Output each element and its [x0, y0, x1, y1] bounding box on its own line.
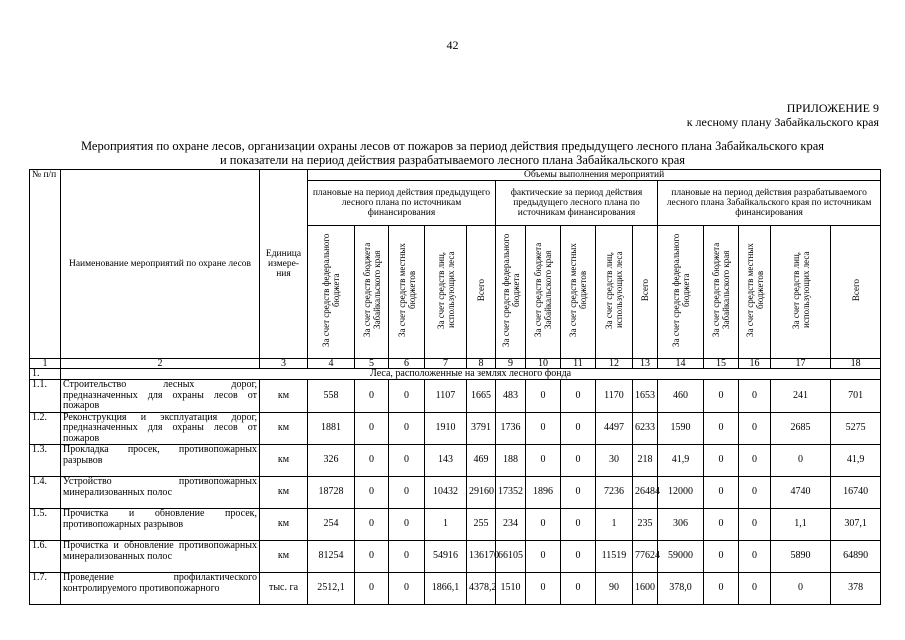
column-number: 4 [308, 358, 355, 368]
row-value: 5890 [771, 541, 831, 573]
row-value: 235 [633, 509, 658, 541]
header-sub-14 [658, 226, 704, 359]
header-sub-label: За счет средств местных бюджетов [744, 243, 765, 337]
column-number: 7 [425, 358, 467, 368]
header-sub-13 [633, 226, 658, 359]
row-value: 4497 [596, 412, 633, 445]
row-value: 1653 [633, 380, 658, 413]
row-number: 1.2. [30, 412, 61, 445]
row-value: 1881 [308, 412, 355, 445]
column-number: 17 [771, 358, 831, 368]
header-sub-label: За счет средств федерального бюджета [670, 233, 691, 347]
row-value: 41,9 [831, 445, 881, 477]
row-value: 0 [739, 445, 771, 477]
column-number: 8 [467, 358, 496, 368]
row-value: 483 [496, 380, 526, 413]
header-sub-17 [771, 226, 831, 359]
table-row [30, 412, 881, 445]
column-number: 9 [496, 358, 526, 368]
row-number: 1.3. [30, 445, 61, 477]
row-unit: км [260, 445, 308, 477]
row-value: 0 [526, 445, 561, 477]
row-unit: км [260, 509, 308, 541]
header-sub-label: За счет средств бюджета Забайкальского края [711, 242, 731, 338]
row-value: 0 [704, 380, 739, 413]
header-group-actual-prev: фактические за период действия предыдущего лесного плана по источникам финансирования [496, 181, 658, 226]
row-value: 307,1 [831, 509, 881, 541]
row-value: 11519 [596, 541, 633, 573]
row-value: 241 [771, 380, 831, 413]
row-value: 1866,1 [425, 573, 467, 605]
header-sub-16 [739, 226, 771, 359]
appendix-label: ПРИЛОЖЕНИЕ 9 [786, 101, 879, 115]
table-row [30, 380, 881, 413]
column-number: 2 [61, 358, 260, 368]
row-value: 0 [739, 509, 771, 541]
row-value: 1590 [658, 412, 704, 445]
section-num: 1. [30, 368, 61, 380]
row-value: 41,9 [658, 445, 704, 477]
row-value: 469 [467, 445, 496, 477]
row-value: 81254 [308, 541, 355, 573]
row-number: 1.4. [30, 477, 61, 509]
row-value: 10432 [425, 477, 467, 509]
row-value: 1600 [633, 573, 658, 605]
row-value: 1910 [425, 412, 467, 445]
row-value: 6233 [633, 412, 658, 445]
row-value: 0 [389, 380, 425, 413]
header-sub-label: За счет средств бюджета Забайкальского края [533, 242, 553, 338]
row-value: 0 [771, 573, 831, 605]
row-value: 26484 [633, 477, 658, 509]
row-value: 558 [308, 380, 355, 413]
row-value: 0 [526, 380, 561, 413]
column-number: 6 [389, 358, 425, 368]
row-value: 255 [467, 509, 496, 541]
row-value: 0 [389, 573, 425, 605]
row-value: 30 [596, 445, 633, 477]
row-value: 0 [739, 477, 771, 509]
header-sub-5 [355, 226, 389, 359]
row-value: 1736 [496, 412, 526, 445]
row-value: 1107 [425, 380, 467, 413]
header-sub-label: За счет средств федерального бюджета [500, 233, 521, 347]
header-sub-15 [704, 226, 739, 359]
header-sub-8 [467, 226, 496, 359]
column-number: 18 [831, 358, 881, 368]
header-sub-9 [496, 226, 526, 359]
title-line-2: и показатели на период действия разрабатываемого лесного плана Забайкальского края [219, 153, 686, 167]
row-value: 2685 [771, 412, 831, 445]
row-value: 59000 [658, 541, 704, 573]
row-unit: тыс. га [260, 573, 308, 605]
row-value: 460 [658, 380, 704, 413]
row-value: 64890 [831, 541, 881, 573]
row-name: Прочистка и обновление противопожарных минерализованных полос [61, 541, 260, 573]
row-value: 0 [561, 573, 596, 605]
row-name: Строительство лесных дорог, предназначенных для охраны лесов от пожаров [61, 380, 260, 413]
header-sub-10 [526, 226, 561, 359]
column-number: 14 [658, 358, 704, 368]
row-value: 0 [561, 509, 596, 541]
row-name: Прокладка просек, противопожарных разрывов [61, 445, 260, 477]
row-value: 254 [308, 509, 355, 541]
row-value: 0 [704, 412, 739, 445]
document-title [0, 139, 905, 167]
row-value: 0 [704, 477, 739, 509]
row-value: 0 [561, 445, 596, 477]
row-value: 0 [389, 412, 425, 445]
row-value: 0 [526, 509, 561, 541]
row-value: 0 [771, 445, 831, 477]
row-name: Устройство противопожарных минерализованных полос [61, 477, 260, 509]
row-value: 234 [496, 509, 526, 541]
header-num: № п/п [30, 170, 61, 359]
row-value: 378,0 [658, 573, 704, 605]
row-value: 77624 [633, 541, 658, 573]
header-unit: Единица измере-ния [260, 170, 308, 359]
row-value: 0 [526, 541, 561, 573]
row-value: 0 [704, 445, 739, 477]
row-value: 5275 [831, 412, 881, 445]
header-sub-label: За счет средств лиц, использующих леса [604, 251, 624, 329]
header-group-planned-prev: плановые на период действия предыдущего лесного плана по источникам финансирования [308, 181, 496, 226]
title-line-1: Мероприятия по охране лесов, организации охраны лесов от пожаров за период действия предыдущего лесного плана Забайкальского края [80, 139, 825, 153]
row-value: 188 [496, 445, 526, 477]
row-value: 66105 [496, 541, 526, 573]
row-value: 18728 [308, 477, 355, 509]
row-value: 0 [704, 509, 739, 541]
row-value: 0 [355, 509, 389, 541]
row-value: 1 [425, 509, 467, 541]
row-value: 7236 [596, 477, 633, 509]
header-sub-label: За счет средств бюджета Забайкальского края [361, 242, 382, 338]
row-value: 0 [526, 412, 561, 445]
row-value: 136170 [467, 541, 496, 573]
row-value: 0 [526, 573, 561, 605]
header-sub-6 [389, 226, 425, 359]
row-number: 1.7. [30, 573, 61, 605]
row-unit: км [260, 541, 308, 573]
row-value: 0 [739, 541, 771, 573]
row-value: 0 [389, 445, 425, 477]
measures-table [29, 169, 881, 605]
header-sub-label: Всего [850, 278, 861, 302]
row-unit: км [260, 380, 308, 413]
row-value: 143 [425, 445, 467, 477]
row-value: 0 [561, 412, 596, 445]
row-value: 0 [389, 509, 425, 541]
header-name: Наименование мероприятий по охране лесов [61, 170, 260, 359]
row-value: 2512,1 [308, 573, 355, 605]
row-name: Прочистка и обновление просек, противопожарных разрывов [61, 509, 260, 541]
appendix-subtitle: к лесному плану Забайкальского края [686, 115, 879, 129]
row-value: 218 [633, 445, 658, 477]
row-value: 0 [704, 573, 739, 605]
row-unit: км [260, 477, 308, 509]
row-value: 701 [831, 380, 881, 413]
row-number: 1.5. [30, 509, 61, 541]
column-number: 16 [739, 358, 771, 368]
column-number: 5 [355, 358, 389, 368]
row-value: 3791 [467, 412, 496, 445]
row-value: 0 [355, 477, 389, 509]
row-value: 90 [596, 573, 633, 605]
table-row [30, 573, 881, 605]
row-value: 1,1 [771, 509, 831, 541]
row-value: 0 [561, 477, 596, 509]
header-sub-7 [425, 226, 467, 359]
row-value: 17352 [496, 477, 526, 509]
row-value: 0 [355, 573, 389, 605]
header-sub-label: За счет средств федерального бюджета [321, 233, 341, 347]
row-value: 4740 [771, 477, 831, 509]
table-row [30, 509, 881, 541]
row-value: 0 [355, 380, 389, 413]
column-number: 12 [596, 358, 633, 368]
row-value: 1 [596, 509, 633, 541]
header-sub-label: За счет средств местных бюджетов [396, 243, 417, 337]
header-sub-4 [308, 226, 355, 359]
row-number: 1.6. [30, 541, 61, 573]
header-sub-12 [596, 226, 633, 359]
column-number: 15 [704, 358, 739, 368]
row-value: 306 [658, 509, 704, 541]
row-value: 0 [355, 541, 389, 573]
row-value: 16740 [831, 477, 881, 509]
row-number: 1.1. [30, 380, 61, 413]
section-label: Леса, расположенные на землях лесного фонда [61, 368, 881, 380]
row-value: 0 [561, 380, 596, 413]
row-value: 0 [355, 445, 389, 477]
table-row [30, 541, 881, 573]
row-value: 0 [561, 541, 596, 573]
table-row [30, 445, 881, 477]
header-sub-label: Всего [640, 278, 650, 302]
table-row [30, 477, 881, 509]
row-unit: км [260, 412, 308, 445]
row-value: 0 [389, 477, 425, 509]
row-value: 12000 [658, 477, 704, 509]
row-value: 0 [389, 541, 425, 573]
row-value: 0 [739, 412, 771, 445]
row-value: 1665 [467, 380, 496, 413]
row-value: 0 [739, 380, 771, 413]
header-sub-label: За счет средств местных бюджетов [568, 243, 588, 337]
row-value: 378 [831, 573, 881, 605]
row-value: 1170 [596, 380, 633, 413]
header-sub-label: Всего [476, 278, 486, 302]
row-value: 4378,2 [467, 573, 496, 605]
page-number: 42 [446, 38, 459, 52]
row-value: 1896 [526, 477, 561, 509]
row-value: 29160 [467, 477, 496, 509]
row-value: 0 [739, 573, 771, 605]
header-sub-18 [831, 226, 881, 359]
row-value: 0 [704, 541, 739, 573]
column-number: 10 [526, 358, 561, 368]
row-name: Проведение профилактического контролируемого противопожарного [61, 573, 260, 605]
row-name: Реконструкция и эксплуатация дорог, предназначенных для охраны лесов от пожаров [61, 412, 260, 445]
column-number: 3 [260, 358, 308, 368]
row-value: 0 [355, 412, 389, 445]
header-sub-label: За счет средств лиц, использующих леса [790, 251, 811, 329]
column-number: 11 [561, 358, 596, 368]
column-number: 1 [30, 358, 61, 368]
header-group-planned-new: плановые на период действия разрабатываемого лесного плана Забайкальского края по источникам финансирования [658, 181, 881, 226]
row-value: 54916 [425, 541, 467, 573]
header-sub-label: За счет средств лиц, использующих леса [435, 251, 456, 329]
row-value: 326 [308, 445, 355, 477]
row-value: 1510 [496, 573, 526, 605]
column-number: 13 [633, 358, 658, 368]
header-volumes: Объемы выполнения мероприятий [308, 170, 881, 181]
header-sub-11 [561, 226, 596, 359]
